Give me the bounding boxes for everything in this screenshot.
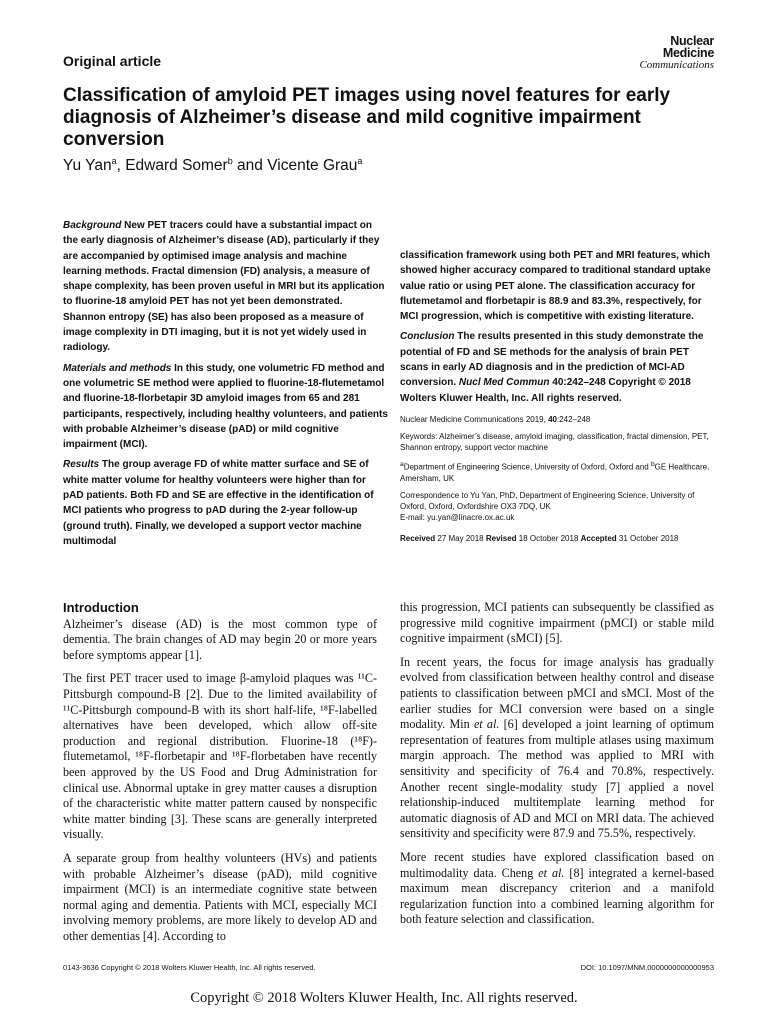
body-paragraph: this progression, MCI patients can subsequently be classified as progressive mild cognitive impairment (pMCI) or stable mild cognitive impairment (sMCI) [5]. [400, 600, 714, 646]
author-separator: and [232, 157, 268, 175]
author-separator: , [116, 157, 126, 175]
journal-logo-line3: Communications [639, 59, 714, 71]
abstract-methods [63, 361, 388, 453]
author-affiliation-mark: a [111, 156, 117, 166]
author-name: Edward Somer [125, 157, 228, 175]
abstract-background-text: New PET tracers could have a substantial impact on the early diagnosis of Alzheimer’s disease (AD), particularly if they are accompanied by optimised image analysis and machine learning methods. Fractal dimension (FD) analysis, a measure of shape complexity, has been proven useful in MRI but its application to fluorine-18 amyloid PET has not yet been demonstrated. Shannon entropy (SE) has also been proposed as a measure of image complexity in DTI imaging, but it is not yet widely used in radiology. [63, 220, 385, 354]
received-dates: Received 27 May 2018 Revised 18 October 2018 Accepted 31 October 2018 [400, 533, 679, 543]
journal-logo [639, 35, 714, 71]
abstract-results-continued: classification framework using both PET and MRI features, which showed higher accuracy compared to traditional standard uptake value ratio or using PET alone. The classification accuracy for flutemetamol and florbetapir is 88.9 and 83.3%, respectively, for MCI progression, which is competitive with existing literature. [400, 250, 711, 323]
abstract-conclusion [400, 329, 715, 405]
footer-doi: DOI: 10.1097/MNM.0000000000000953 [580, 963, 714, 972]
author-list [63, 156, 362, 175]
abstract-conclusion-text: The results presented in this study demonstrate the potential of FD and SE methods for the analysis of brain PET scans in early AD diagnosis and in the prediction of MCI-AD conversion. [400, 331, 704, 389]
journal-logo-line2: Medicine [662, 46, 714, 60]
keywords: Keywords: Alzheimer’s disease, amyloid imaging, classification, fractal dimension, PET, Shannon entropy, support vector machine [400, 431, 709, 452]
journal-logo-line1: Nuclear [670, 34, 714, 48]
abstract-results-heading: Results [63, 459, 100, 471]
abstract-background [63, 218, 388, 356]
journal-citation: Nuclear Medicine Communications 2019, 40:242–248 [400, 414, 591, 424]
article-title: Classification of amyloid PET images using novel features for early diagnosis of Alzheimer’s disease and mild cognitive impairment conversion [63, 85, 671, 150]
article-metadata [400, 414, 715, 544]
abstract-methods-text: In this study, one volumetric FD method and one volumetric SE method were applied to fluorine-18-flutemetamol and fluorine-18-florbetapir 3D amyloid images from 65 and 281 participants, respectively, including healthy volunteers, and patients with probable Alzheimer’s disease (pAD) or mild cognitive impairment (MCI). [63, 362, 388, 451]
body-paragraph: More recent studies have explored classification based on multimodality data. Cheng et al. [8] integrated a kernel-based maximum mean discrepancy criterion and a manifold regularization function into a combined learning algorithm for both feature selection and classification. [400, 849, 714, 927]
page-copyright: Copyright © 2018 Wolters Kluwer Health, Inc. All rights reserved. [190, 990, 578, 1006]
body-right-column [400, 600, 714, 936]
body-paragraph: In recent years, the focus for image analysis has gradually evolved from classification between healthy control and disease patients to classification between pMCI and sMCI. Most of the earlier studies for MCI conversion were based on a single modality. Min et al. [6] developed a joint learning of optimum representation of features from multiple atlases using maximum margin approach. The method was applied to MRI with sensitivity and specificity of 76.4 and 70.8%, respectively. Another recent single-modality study [7] applied a novel relationship-induced multitemplate learning method for automatic diagnosis of AD and MCI on MRI data. The achieved sensitivity and specificity were 87.9 and 75.5%, respectively. [400, 654, 714, 841]
author-name: Vicente Grau [267, 157, 358, 175]
author-name: Yu Yan [63, 157, 112, 175]
body-paragraph: A separate group from healthy volunteers (HVs) and patients with probable Alzheimer’s disease (pAD), mild cognitive impairment (MCI) is an intermediate cognitive state between normal aging and dementia. Patients with MCI, especially MCI involving memory problems, are more likely to develop AD and other dementias [4]. According to [63, 850, 377, 943]
abstract-conclusion-heading: Conclusion [400, 331, 455, 343]
introduction-heading: Introduction [63, 600, 139, 615]
citation-details: 40:242–248 Copyright © 2018 Wolters Kluwer Health, Inc. All rights reserved. [400, 377, 691, 404]
abstract-results [63, 457, 388, 549]
footer-issn-copyright: 0143-3636 Copyright © 2018 Wolters Kluwer Health, Inc. All rights reserved. [63, 963, 316, 972]
affiliations: $^a$Department of Engineering Science, University of Oxford, Oxford and $^b$GE Healthcare, Amersham, UK [400, 460, 710, 483]
correspondence: Correspondence to Yu Yan, PhD, Department of Engineering Science, University of Oxford, Oxford, Oxfordshire OX3 7DQ, UK E-mail: yu.yan@linacre.ox.ac.uk [400, 490, 695, 522]
body-paragraph: The first PET tracer used to image β-amyloid plaques was ¹¹C-Pittsburgh compound-B [2]. Due to the limited availability of ¹¹C-Pittsburgh compound-B with its short half-life, ¹⁸F-labelled alternatives have been developed, which allow off-site production and regional distribution. Fluorine-18 (¹⁸F)-flutemetamol, ¹⁸F-florbetapir and ¹⁸F-florbetaben have recently been approved by the US Food and Drug Administration for clinical use. Abnormal uptake in grey matter causes a disruption of the characteristic white matter pattern caused by nonspecific white matter binding [3]. These scans are generally interpreted visually. [63, 671, 377, 842]
abstract-results-text: The group average FD of white matter surface and SE of white matter volume for healthy volunteers were higher than for pAD patients. Both FD and SE are effective in the identification of MCI patients who progress to pAD during the 2-year follow-up (ground truth). Finally, we developed a support vector machine multimodal [63, 459, 374, 547]
abstract-right-column [400, 248, 715, 550]
author-affiliation-mark: a [357, 156, 363, 166]
body-left-column [63, 600, 377, 952]
section-label: Original article [63, 53, 162, 69]
correspondence-email: E-mail: yu.yan@linacre.ox.ac.uk [400, 512, 515, 522]
abstract-left-column [63, 218, 388, 554]
citation-journal: Nucl Med Commun [458, 377, 550, 389]
author-affiliation-mark: b [227, 156, 233, 166]
body-paragraph: Alzheimer’s disease (AD) is the most common type of dementia. The brain changes of AD may begin 20 or more years before symptoms appear [1]. [63, 616, 377, 662]
abstract-background-heading: Background [63, 220, 122, 231]
abstract-methods-heading: Materials and methods [63, 362, 172, 374]
